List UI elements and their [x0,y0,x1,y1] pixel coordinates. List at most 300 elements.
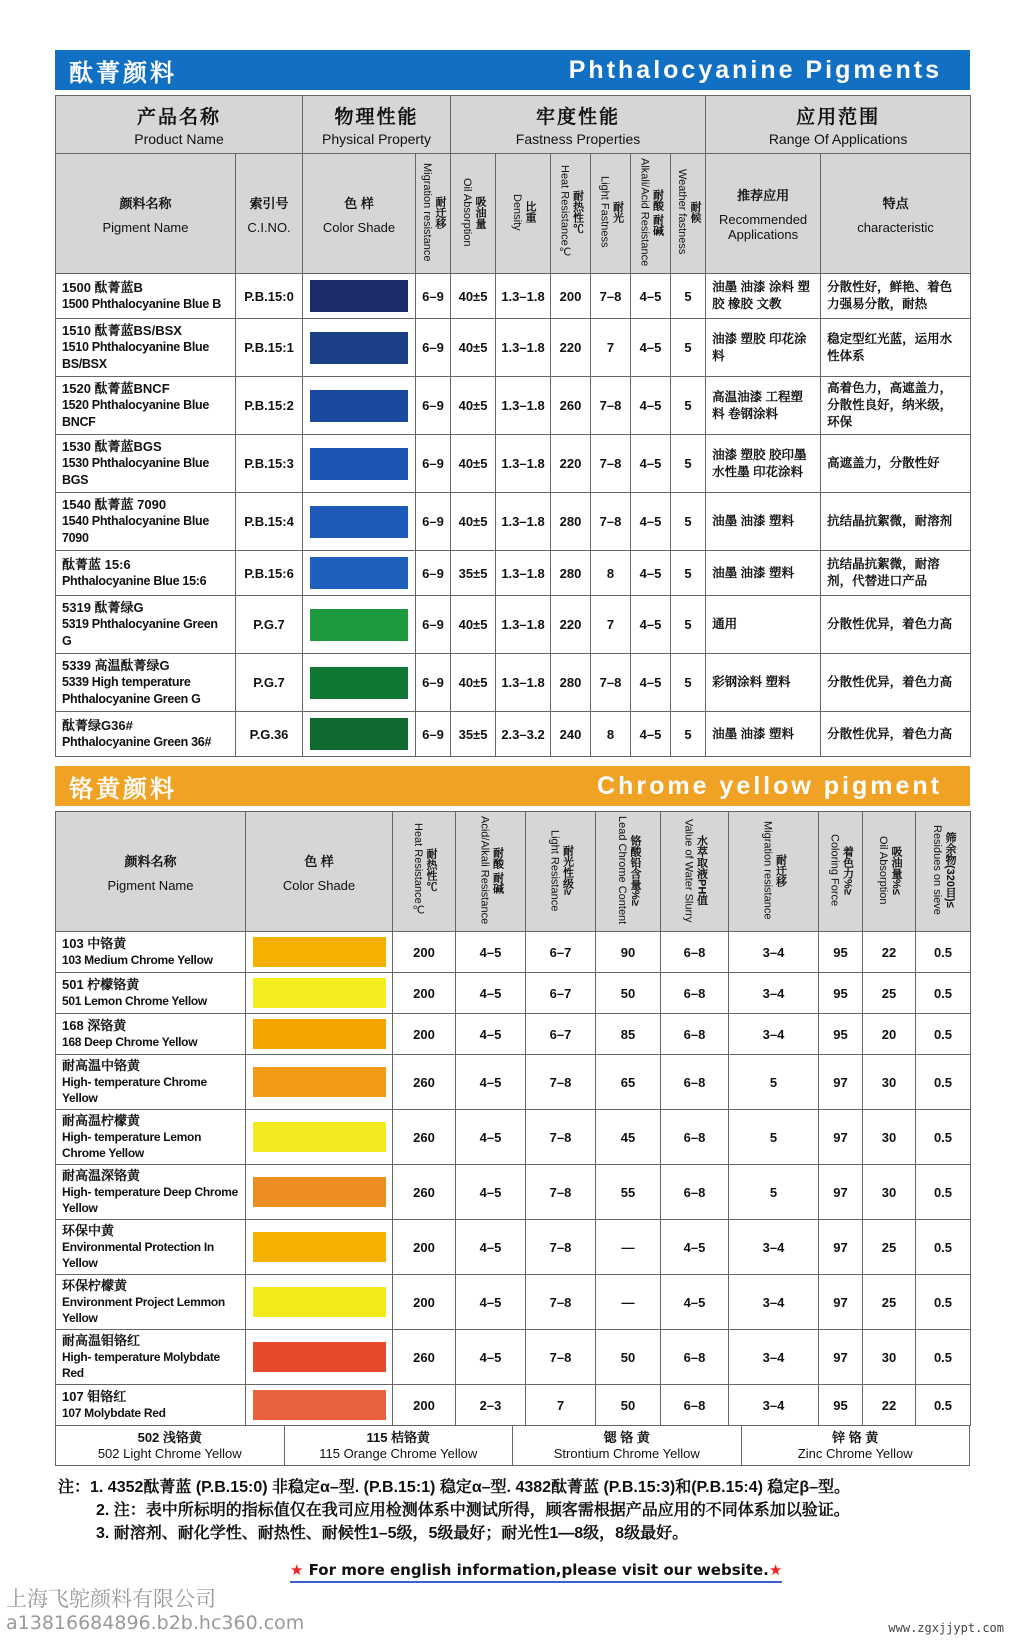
cell-den: 1.3–1.8 [496,596,551,654]
col-lead [596,812,661,932]
col-light-label [598,176,624,248]
col-oil [863,812,916,932]
col-density-cn: 比重 [524,201,537,224]
cell-mig: 6–9 [416,493,451,551]
pigment-name [56,973,246,1014]
color-shade [246,1275,393,1330]
cell-mig: 6–9 [416,596,451,654]
col-acid-en: Alkali/Acid Resistance [638,158,651,267]
ci-no: P.G.7 [236,596,303,654]
name-cn: 耐高温钼铬红 [62,1333,141,1349]
cell-light: 6–7 [526,973,596,1014]
color-swatch [253,1122,386,1152]
extra-product [284,1426,513,1466]
table-row [56,932,971,973]
col-ph [661,812,729,932]
col-light-en: Light Resistance [548,829,561,911]
group-en: Physical Property [322,131,431,147]
col-migration-cn: 耐迁移 [434,195,447,229]
cell-den: 1.3–1.8 [496,377,551,435]
cell-heat: 260 [393,1330,456,1385]
cell-light: 7–8 [591,435,631,493]
color-swatch [310,280,408,312]
pigment-name [56,1055,246,1110]
col-characteristic-en: characteristic [857,219,934,235]
cell-acid: 4–5 [456,1014,526,1055]
name-cn: 501 柠檬铬黄 [62,977,140,993]
col-acid-label [478,816,504,924]
color-swatch [310,667,408,699]
applications: 高温油漆 工程塑料 卷钢涂料 [706,377,821,435]
cell-acid: 2–3 [456,1385,526,1426]
col-applications-cn: 推荐应用 [737,188,790,204]
col-color-shade-en: Color Shade [322,219,396,235]
cell-mig: 3–4 [729,973,819,1014]
pigment-name [56,274,236,319]
col-light-label [548,830,574,911]
col-oil-label [460,178,486,246]
col-ph-cn: 水萃取液PH值 [695,835,708,906]
col-applications [706,154,821,274]
col-migration [416,154,451,274]
col-oil-label [876,836,902,904]
name-cn: 103 中铬黄 [62,936,127,952]
cell-light: 7 [526,1385,596,1426]
cell-mig: 3–4 [729,1385,819,1426]
name-en: 1540 Phthalocyanine Blue 7090 [62,514,210,546]
watermark-site: a13816684896.b2b.hc360.com [6,1612,305,1635]
color-shade [246,1014,393,1055]
cell-lead: 50 [596,1385,661,1426]
cell-wea: 5 [671,712,706,757]
name-cn: 1540 酞菁蓝 7090 [62,497,167,513]
cell-heat: 200 [551,274,591,319]
cell-res: 0.5 [916,932,971,973]
col-migration-label [420,163,446,261]
characteristic: 抗结晶抗絮微，耐溶剂，代替进口产品 [821,551,971,596]
cell-oil: 25 [863,973,916,1014]
cell-oil: 40±5 [451,377,496,435]
name-en: 501 Lemon Chrome Yellow [62,994,207,1009]
cell-den: 1.3–1.8 [496,654,551,712]
cell-cf: 97 [819,1055,863,1110]
group-en: Fastness Properties [515,131,641,147]
cell-mig: 6–9 [416,712,451,757]
name-cn: 168 深铬黄 [62,1018,127,1034]
col-acid [456,812,526,932]
table-row [56,1385,971,1426]
col-pigment-name-en: Pigment Name [107,877,194,893]
cell-heat: 220 [551,435,591,493]
cell-light: 7 [591,596,631,654]
cell-acid: 4–5 [456,932,526,973]
pigment-name [56,1165,246,1220]
cell-light: 6–7 [526,1014,596,1055]
cell-ph: 6–8 [661,973,729,1014]
cell-mig: 3–4 [729,1275,819,1330]
cell-light: 7–8 [526,1055,596,1110]
footer-watermarks [0,1583,1024,1643]
cell-den: 1.3–1.8 [496,435,551,493]
col-color-en: Coloring Force [828,834,841,907]
website-text[interactable]: For more english information,please visit our website. [308,1561,769,1580]
col-color-shade [246,812,393,932]
pigment-name [56,1385,246,1426]
cell-den: 1.3–1.8 [496,551,551,596]
phthalo-column-headers [56,154,971,274]
name-cn: 5319 酞菁绿G [62,600,144,616]
cell-mig: 6–9 [416,654,451,712]
chrome-title-en: Chrome yellow pigment [597,771,942,800]
applications: 油漆 塑胶 胶印墨 水性墨 印花涂料 [706,435,821,493]
table-row [56,1275,971,1330]
cell-den: 1.3–1.8 [496,319,551,377]
cell-mig: 5 [729,1165,819,1220]
cell-cf: 97 [819,1165,863,1220]
characteristic: 高遮盖力，分散性好 [821,435,971,493]
name-cn: 502 浅铬黄 [137,1429,202,1445]
color-swatch [253,1342,386,1372]
col-heat [393,812,456,932]
extra-product [741,1426,970,1466]
characteristic: 稳定型红光蓝，运用水性体系 [821,319,971,377]
col-color-shade-cn: 色 样 [304,853,334,869]
name-en: 168 Deep Chrome Yellow [62,1035,198,1050]
cell-ph: 6–8 [661,1014,729,1055]
col-heat-label [558,165,584,259]
color-swatch [253,1390,386,1420]
col-weather [671,154,706,274]
color-shade [246,1330,393,1385]
group-fastness [451,96,706,154]
cell-wea: 5 [671,654,706,712]
cell-heat: 260 [551,377,591,435]
ci-no: P.B.15:2 [236,377,303,435]
cell-heat: 220 [551,319,591,377]
col-density [496,154,551,274]
group-applications [706,96,971,154]
ci-no: P.G.7 [236,654,303,712]
chrome-column-headers [56,812,971,932]
cell-lead: — [596,1220,661,1275]
name-en: 1530 Phthalocyanine Blue BGS [62,456,210,488]
name-cn: 5339 高温酞菁绿G [62,658,170,674]
col-color-shade-cn: 色 样 [344,195,374,211]
col-weather-cn: 耐候 [689,201,702,224]
extra-product [513,1426,742,1466]
cell-res: 0.5 [916,1014,971,1055]
cell-lead: 50 [596,1330,661,1385]
col-pigment-name [56,812,246,932]
applications: 油漆 塑胶 印花涂料 [706,319,821,377]
cell-light: 6–7 [526,932,596,973]
cell-acid: 4–5 [631,712,671,757]
cell-lead: 55 [596,1165,661,1220]
group-en: Product Name [134,131,224,147]
cell-acid: 4–5 [631,551,671,596]
col-res-label [930,825,956,915]
cell-acid: 4–5 [456,1110,526,1165]
pigment-name [56,712,236,757]
name-en: Phthalocyanine Blue 15:6 [62,574,207,589]
cell-acid: 4–5 [631,319,671,377]
cell-ph: 4–5 [661,1220,729,1275]
note-3: 3. 耐溶剂、耐化学性、耐热性、耐候性1–5级，5级最好；耐光性1—8级，8级最好。 [96,1525,689,1543]
cell-cf: 95 [819,973,863,1014]
name-en: High- temperature Chrome Yellow [62,1075,207,1106]
cell-cf: 97 [819,1220,863,1275]
col-oil-en: Oil Absorption [877,836,889,905]
cell-heat: 240 [551,712,591,757]
phthalo-title-cn: 酞菁颜料 [69,58,177,87]
col-migration-en: Migration resistance [421,162,434,262]
name-cn: 耐高温柠檬黄 [62,1113,141,1129]
pigment-name [56,596,236,654]
cell-oil: 30 [863,1165,916,1220]
group-cn: 产品名称 [137,107,222,128]
table-row [56,493,971,551]
cell-res: 0.5 [916,1275,971,1330]
table-row [56,274,971,319]
characteristic: 分散性好，鲜艳、着色力强易分散，耐热 [821,274,971,319]
col-oil-cn: 吸油量 [474,195,487,229]
cell-heat: 200 [393,1385,456,1426]
cell-ph: 6–8 [661,932,729,973]
color-swatch [253,1067,386,1097]
col-characteristic-cn: 特点 [882,195,909,211]
color-shade [303,551,416,596]
name-cn: 锶 铬 黄 [603,1429,650,1445]
cell-acid: 4–5 [456,973,526,1014]
extra-product [56,1426,285,1466]
cell-light: 7 [591,319,631,377]
group-cn: 牢度性能 [536,107,621,128]
color-swatch [310,390,408,422]
applications: 油墨 油漆 涂料 塑胶 橡胶 文教 [706,274,821,319]
name-en: 1520 Phthalocyanine Blue BNCF [62,398,210,430]
table-row [56,654,971,712]
color-shade [303,712,416,757]
cell-acid: 4–5 [631,654,671,712]
cell-lead: — [596,1275,661,1330]
table-row [56,596,971,654]
name-en: Environment Project Lemmon Yellow [62,1295,225,1326]
cell-res: 0.5 [916,1110,971,1165]
characteristic: 分散性优异，着色力高 [821,654,971,712]
pigment-name [56,1275,246,1330]
cell-mig: 3–4 [729,932,819,973]
cell-acid: 4–5 [631,377,671,435]
col-light-cn: 耐光 [611,201,624,224]
col-ci-no [236,154,303,274]
cell-ph: 4–5 [661,1275,729,1330]
cell-wea: 5 [671,319,706,377]
color-swatch [310,557,408,589]
name-cn: 酞菁蓝 15:6 [62,557,131,573]
cell-acid: 4–5 [631,274,671,319]
cell-cf: 97 [819,1330,863,1385]
color-swatch [253,1287,386,1317]
pigment-name [56,435,236,493]
cell-ph: 6–8 [661,1055,729,1110]
color-shade [246,1055,393,1110]
cell-heat: 280 [551,551,591,596]
table-row [56,1014,971,1055]
cell-oil: 25 [863,1220,916,1275]
cell-oil: 30 [863,1055,916,1110]
cell-oil: 35±5 [451,712,496,757]
cell-light: 7–8 [526,1110,596,1165]
applications: 彩钢涂料 塑料 [706,654,821,712]
applications: 油墨 油漆 塑料 [706,493,821,551]
cell-res: 0.5 [916,1330,971,1385]
cell-mig: 3–4 [729,1014,819,1055]
cell-oil: 40±5 [451,435,496,493]
pigment-name [56,377,236,435]
color-swatch [253,1177,386,1207]
cell-heat: 200 [393,932,456,973]
notes [58,1476,1008,1545]
col-light-cn: 耐光性级≥ [561,845,574,896]
col-ci-no-en: C.I.NO. [247,219,291,235]
col-light [526,812,596,932]
table-row [56,1165,971,1220]
table-row [56,377,971,435]
name-en: Phthalocyanine Green 36# [62,735,212,750]
cell-light: 7–8 [526,1220,596,1275]
cell-ph: 6–8 [661,1110,729,1165]
color-shade [303,435,416,493]
color-swatch [310,609,408,641]
cell-res: 0.5 [916,1055,971,1110]
name-cn: 1520 酞菁蓝BNCF [62,381,170,397]
name-en: High- temperature Lemon Chrome Yellow [62,1130,202,1161]
cell-wea: 5 [671,377,706,435]
col-color-shade-en: Color Shade [282,877,356,893]
color-shade [246,1110,393,1165]
table-row [56,319,971,377]
pigment-name [56,1330,246,1385]
group-en: Range Of Applications [768,131,908,147]
col-acid-label [638,158,664,266]
cell-mig: 6–9 [416,319,451,377]
col-ph-en: Value of Water Slurry [682,818,695,922]
color-shade [303,274,416,319]
cell-mig: 6–9 [416,435,451,493]
table-row [56,1330,971,1385]
applications: 通用 [706,596,821,654]
col-lead-label [615,816,641,924]
cell-cf: 97 [819,1110,863,1165]
characteristic: 分散性优异，着色力高 [821,712,971,757]
pigment-name [56,1014,246,1055]
color-shade [246,1165,393,1220]
chrome-table [55,811,971,1426]
col-res-en: Residues on sieve [931,825,943,916]
name-en: Zinc Chrome Yellow [797,1445,913,1461]
color-shade [303,319,416,377]
chrome-banner [55,766,970,806]
color-swatch [310,448,408,480]
color-shade [303,493,416,551]
col-applications-en: Recommended Applications [719,212,808,243]
col-heat-en: Heat Resistance℃ [558,165,571,259]
col-light [591,154,631,274]
star-icon: ★ [290,1561,309,1580]
pigment-name [56,493,236,551]
cell-heat: 200 [393,973,456,1014]
characteristic: 抗结晶抗絮微，耐溶剂 [821,493,971,551]
col-heat-cn: 耐热性℃ [571,190,584,235]
cell-res: 0.5 [916,1165,971,1220]
color-swatch [253,978,386,1008]
name-cn: 115 桔铬黄 [366,1429,431,1445]
table-row [56,973,971,1014]
cell-den: 1.3–1.8 [496,493,551,551]
name-en: 5339 High temperature Phthalocyanine Green G [62,675,201,707]
cell-oil: 22 [863,932,916,973]
col-heat-cn: 耐热性℃ [425,848,437,893]
table-row [56,1220,971,1275]
col-pigment-name-cn: 颜料名称 [124,853,177,869]
col-ci-no-cn: 索引号 [249,195,289,211]
ci-no: P.G.36 [236,712,303,757]
pigment-name [56,551,236,596]
ci-no: P.B.15:0 [236,274,303,319]
name-cn: 1500 酞菁蓝B [62,280,143,296]
cell-acid: 4–5 [456,1330,526,1385]
cell-heat: 260 [393,1110,456,1165]
col-density-en: Density [511,193,524,231]
cell-heat: 280 [551,654,591,712]
cell-den: 1.3–1.8 [496,274,551,319]
col-mig-label [761,821,787,919]
cell-heat: 200 [393,1275,456,1330]
cell-mig: 3–4 [729,1220,819,1275]
col-mig-en: Migration resistance [761,821,774,920]
cell-acid: 4–5 [456,1165,526,1220]
color-swatch [253,937,386,967]
name-en: Strontium Chrome Yellow [553,1445,700,1461]
watermark-company: 上海飞鸵颜料有限公司 [6,1587,216,1612]
cell-lead: 85 [596,1014,661,1055]
website-line [290,1561,782,1583]
col-pigment-name-en: Pigment Name [102,219,189,235]
star-icon: ★ [768,1561,783,1580]
cell-oil: 40±5 [451,274,496,319]
name-en: High- temperature Molybdate Red [62,1350,220,1381]
col-color-shade [303,154,416,274]
col-weather-label [675,169,701,254]
cell-cf: 95 [819,1014,863,1055]
cell-acid: 4–5 [456,1220,526,1275]
col-pigment-name-cn: 颜料名称 [119,195,172,211]
name-cn: 1510 酞菁蓝BS/BSX [62,323,182,339]
color-shade [246,973,393,1014]
cell-lead: 50 [596,973,661,1014]
cell-acid: 4–5 [631,435,671,493]
col-lead-en: Lead Chrome Content [616,816,628,925]
col-lead-cn: 铬酸铅含量%≥ [629,834,641,906]
cell-oil: 40±5 [451,654,496,712]
cell-oil: 35±5 [451,551,496,596]
name-cn: 酞菁绿G36# [62,718,133,734]
cell-wea: 5 [671,551,706,596]
cell-light: 7–8 [591,274,631,319]
chrome-extra-products [55,1425,970,1466]
col-pigment-name [56,154,236,274]
cell-mig: 5 [729,1110,819,1165]
